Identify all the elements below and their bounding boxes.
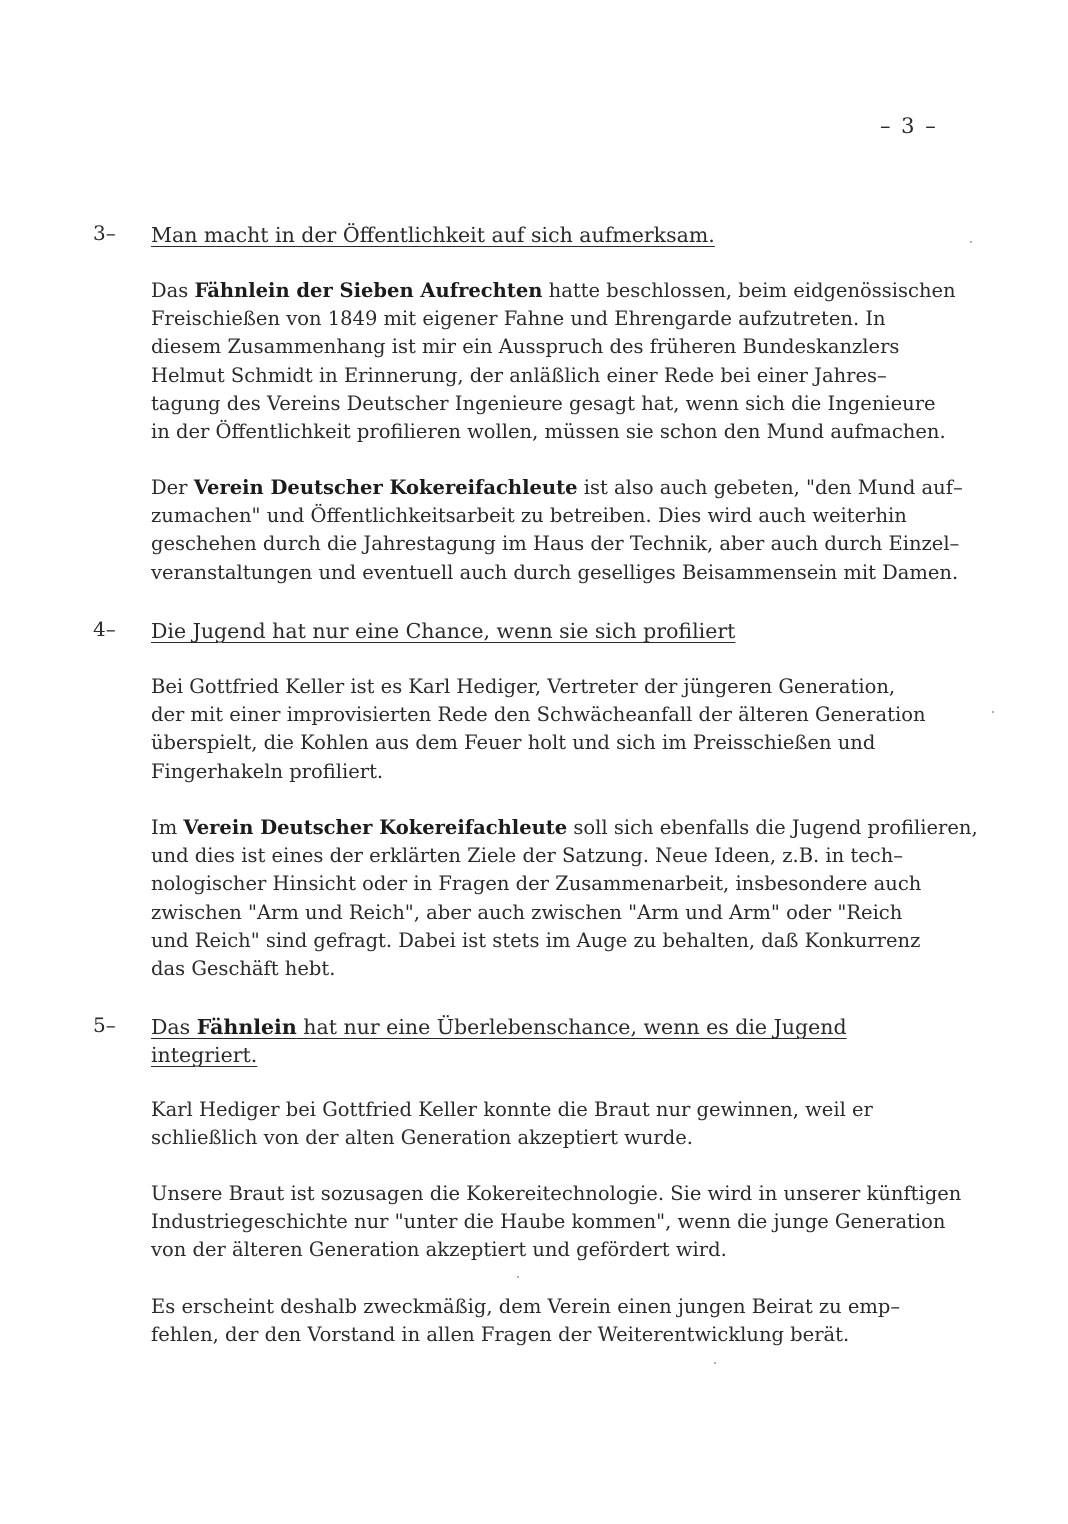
text-run: hatte beschlossen, beim eidgenössischen [542, 279, 956, 302]
text-line [151, 1180, 1001, 1208]
text-run: integriert. [151, 1043, 258, 1067]
text-run: Freischießen von 1849 mit eigener Fahne und Ehrengarde aufzutreten. In [151, 307, 886, 331]
text-line [151, 333, 1001, 361]
page-number: – 3 – [880, 114, 938, 138]
text-line [151, 814, 1001, 842]
text-run: von der älteren Generation akzeptiert und gefördert wird. [151, 1238, 727, 1262]
text-line [151, 673, 1001, 701]
text-line [151, 1321, 1001, 1349]
text-run: Helmut Schmidt in Erinnerung, der anläßlich einer Rede bei einer Jahres– [151, 363, 887, 387]
text-run: zwischen "Arm und Reich", aber auch zwischen "Arm und Arm" oder "Reich [151, 900, 903, 924]
scan-speck [992, 711, 994, 713]
text-run: zumachen" und Öffentlichkeitsarbeit zu betreiben. Dies wird auch weiterhin [151, 504, 907, 528]
section-heading [151, 1013, 847, 1069]
text-run: Fingerhakeln profiliert. [151, 759, 384, 783]
text-run: Industriegeschichte nur "unter die Haube kommen", wenn die junge Generation [151, 1210, 946, 1234]
text-line [151, 1236, 1001, 1264]
text-run: schließlich von der alten Generation akzeptiert wurde. [151, 1126, 693, 1150]
text-run: fehlen, der den Vorstand in allen Fragen der Weiterentwicklung berät. [151, 1323, 850, 1347]
section-heading: Die Jugend hat nur eine Chance, wenn sie sich profiliert [151, 619, 736, 643]
section-heading: Man macht in der Öffentlichkeit auf sich aufmerksam. [151, 223, 715, 247]
text-run: Im [151, 816, 184, 839]
scan-speck [970, 241, 972, 243]
scan-speck [517, 1276, 519, 1278]
text-run: und dies ist eines der erklärten Ziele der Satzung. Neue Ideen, z.B. in tech– [151, 844, 904, 868]
bold-name: Fähnlein [196, 1015, 297, 1039]
paragraph [151, 1096, 1001, 1152]
text-run: tagung des Vereins Deutscher Ingenieure gesagt hat, wenn sich die Ingenieure [151, 391, 936, 415]
text-line [151, 1013, 847, 1041]
text-run: Das [151, 279, 195, 302]
text-run: nologischer Hinsicht oder in Fragen der Zusammenarbeit, insbesondere auch [151, 872, 922, 896]
text-run: Das [151, 1015, 197, 1039]
text-run: Unsere Braut ist sozusagen die Kokereitechnologie. Sie wird in unserer künftigen [151, 1182, 962, 1205]
text-line [151, 1293, 1001, 1321]
text-line [151, 559, 1001, 587]
paragraph [151, 814, 1001, 983]
paragraph [151, 474, 1001, 587]
text-line [151, 1124, 1001, 1152]
text-run: veranstaltungen und eventuell auch durch geselliges Beisammensein mit Damen. [151, 560, 959, 584]
text-run: geschehen durch die Jahrestagung im Haus der Technik, aber auch durch Einzel– [151, 532, 960, 556]
text-line [151, 418, 1001, 446]
text-line [151, 927, 1001, 955]
bold-name: Verein Deutscher Kokereifachleute [183, 816, 568, 839]
text-run: ist also auch gebeten, "den Mund auf– [577, 476, 963, 499]
section-number: 5– [93, 1013, 116, 1037]
text-run: Es erscheint deshalb zweckmäßig, dem Verein einen jungen Beirat zu emp– [151, 1295, 901, 1318]
text-run: Der [151, 476, 194, 499]
text-line [151, 701, 1001, 729]
text-run: hat nur eine Überlebenschance, wenn es die Jugend [296, 1015, 847, 1039]
text-line [151, 277, 1001, 305]
section-number: 3– [93, 221, 116, 245]
text-line [151, 530, 1001, 558]
text-run: soll sich ebenfalls die Jugend profilieren, [567, 816, 978, 839]
text-line [151, 390, 1001, 418]
text-line [151, 1041, 847, 1069]
paragraph [151, 277, 1001, 446]
paragraph [151, 1180, 1001, 1265]
text-line [151, 305, 1001, 333]
text-line [151, 955, 1001, 983]
text-run: diesem Zusammenhang ist mir ein Ausspruch des früheren Bundeskanzlers [151, 335, 900, 359]
text-line [151, 729, 1001, 757]
text-line [151, 502, 1001, 530]
text-run: Bei Gottfried Keller ist es Karl Hediger, Vertreter der jüngeren Generation, [151, 675, 896, 698]
text-run: das Geschäft hebt. [151, 957, 336, 981]
text-line [151, 474, 1001, 502]
text-line [151, 1096, 1001, 1124]
text-line [151, 1208, 1001, 1236]
scan-speck [714, 1362, 716, 1364]
text-line [151, 842, 1001, 870]
text-line [151, 362, 1001, 390]
paragraph [151, 673, 1001, 786]
section-number: 4– [93, 617, 116, 641]
text-line [151, 758, 1001, 786]
bold-name: Fähnlein der Sieben Aufrechten [194, 279, 543, 302]
paragraph [151, 1293, 1001, 1349]
text-run: überspielt, die Kohlen aus dem Feuer holt und sich im Preisschießen und [151, 731, 876, 755]
text-run: und Reich" sind gefragt. Dabei ist stets im Auge zu behalten, daß Konkurrenz [151, 928, 921, 952]
text-run: der mit einer improvisierten Rede den Schwächeanfall der älteren Generation [151, 703, 926, 727]
bold-name: Verein Deutscher Kokereifachleute [193, 476, 578, 499]
text-line [151, 899, 1001, 927]
text-line [151, 870, 1001, 898]
text-run: Karl Hediger bei Gottfried Keller konnte die Braut nur gewinnen, weil er [151, 1098, 873, 1121]
text-run: in der Öffentlichkeit profilieren wollen, müssen sie schon den Mund aufmachen. [151, 420, 946, 444]
